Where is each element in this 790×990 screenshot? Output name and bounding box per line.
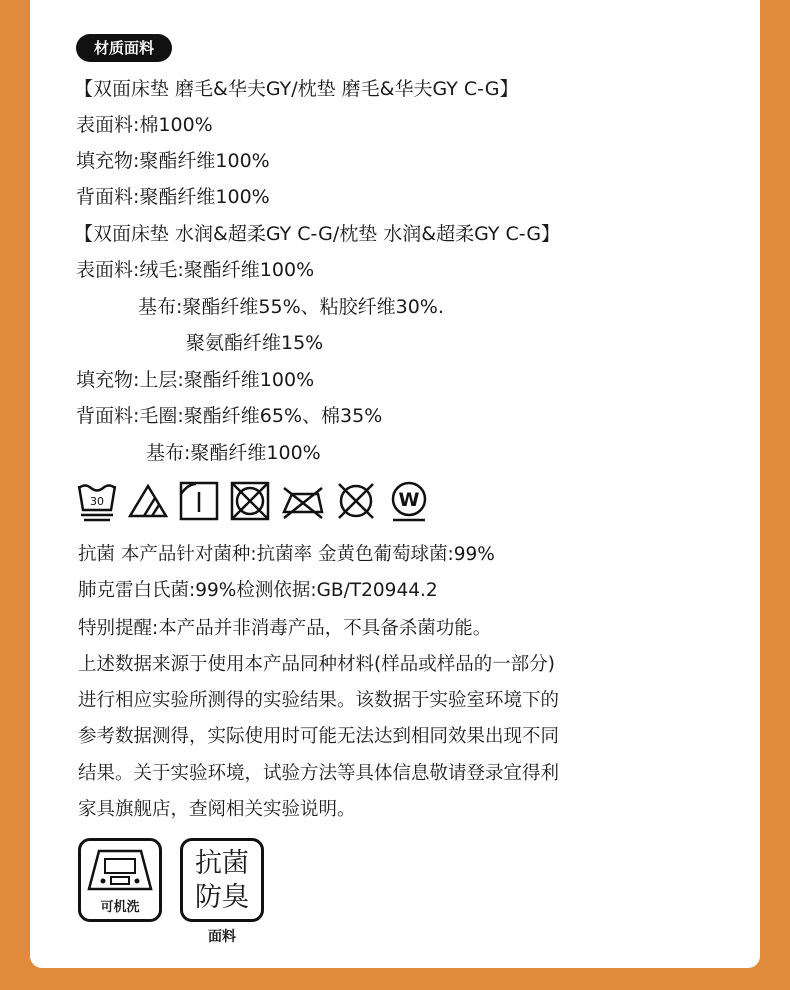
note-line: 参考数据测得，实际使用时可能无法达到相同效果出现不同 [78, 726, 560, 747]
spec-line: 聚氨酯纤维15% [186, 332, 324, 354]
note-line: 抗菌 本产品针对菌种:抗菌率 金黄色葡萄球菌:99% [78, 544, 495, 565]
spec-line: 表面料:棉100% [76, 114, 213, 136]
spec-line: 表面料:绒毛:聚酯纤维100% [76, 259, 315, 281]
spec-line: 【双面床垫 磨毛&华夫GY/枕垫 磨毛&华夫GY C-G】 [74, 78, 519, 100]
deodorant-text: 防臭 [195, 882, 249, 913]
antibacterial-deodorant-icon [180, 838, 264, 922]
note-line: 结果。关于实验环境，试验方法等具体信息敬请登录宜得利 [78, 763, 560, 784]
wet-clean-letter: W [398, 489, 420, 511]
bleach-triangle-icon [127, 480, 169, 522]
no-tumble-dry-icon [229, 480, 271, 522]
spec-line: 填充物:聚酯纤维100% [76, 150, 270, 172]
no-dry-clean-icon [335, 480, 377, 522]
spec-line: 基布:聚酯纤维100% [146, 442, 321, 464]
note-line: 上述数据来源于使用本产品同种材料(样品或样品的一部分) [78, 654, 555, 675]
care-symbols-row [76, 480, 435, 522]
machine-wash-label: 可机洗 [100, 900, 140, 915]
note-line: 家具旗舰店，查阅相关实验说明。 [78, 799, 356, 820]
wash-30-icon [76, 480, 118, 522]
washing-machine-icon [81, 843, 159, 903]
spec-line: 基布:聚酯纤维55%、粘胶纤维30%. [138, 296, 444, 318]
wet-clean-w-icon [387, 480, 431, 522]
fabric-caption: 面料 [208, 929, 236, 945]
tumble-dry-line-icon [178, 480, 220, 522]
note-line: 特别提醒:本产品并非消毒产品，不具备杀菌功能。 [78, 618, 492, 639]
spec-line: 背面料:毛圈:聚酯纤维65%、棉35% [76, 405, 383, 427]
section-badge: 材质面料 [76, 34, 172, 62]
no-iron-icon [280, 480, 326, 522]
spec-line: 【双面床垫 水润&超柔GY C-G/枕垫 水润&超柔GY C-G】 [74, 223, 561, 245]
note-line: 进行相应实验所测得的实验结果。该数据于实验室环境下的 [78, 690, 560, 711]
machine-wash-icon [78, 838, 162, 922]
antibacterial-text: 抗菌 [195, 848, 249, 879]
note-line: 肺克雷白氏菌:99%检测依据:GB/T20944.2 [78, 580, 438, 601]
spec-line: 背面料:聚酯纤维100% [76, 186, 270, 208]
spec-line: 填充物:上层:聚酯纤维100% [76, 369, 315, 391]
wash-temp-label: 30 [90, 495, 104, 508]
